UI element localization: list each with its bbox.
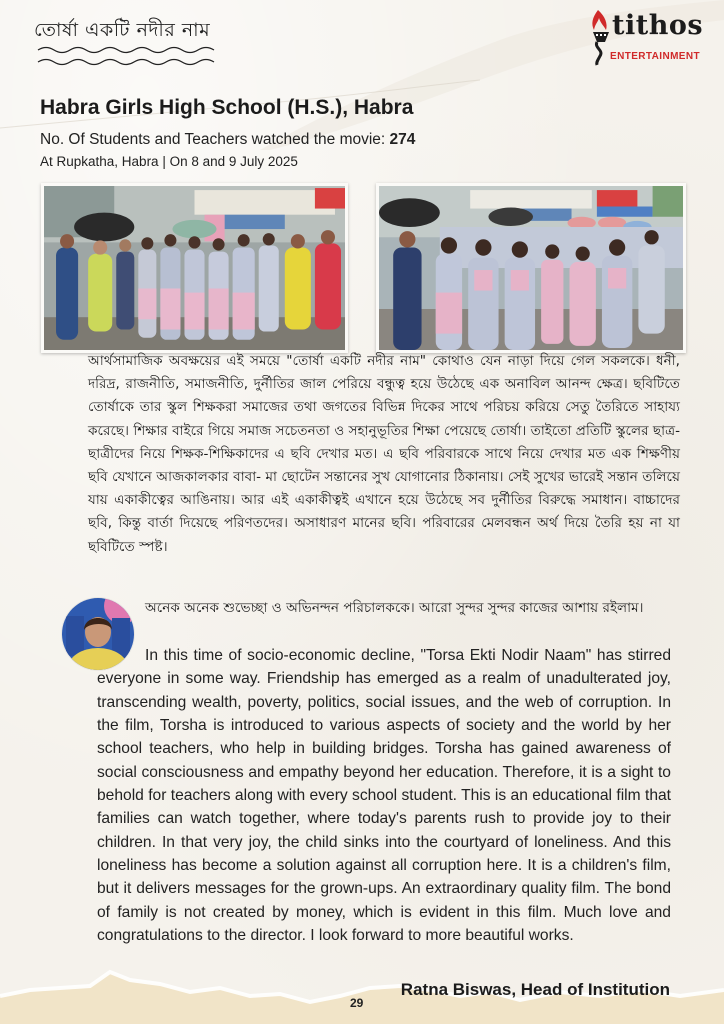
school-title: Habra Girls High School (H.S.), Habra — [40, 96, 414, 119]
venue-date-line: At Rupkatha, Habra | On 8 and 9 July 2025 — [40, 154, 298, 169]
page-number: 29 — [350, 996, 364, 1010]
students-count-label: No. Of Students and Teachers watched the movie: — [40, 131, 390, 148]
review-english-paragraph: In this time of socio-economic decline, "Torsa Ekti Nodir Naam" has stirred everyone in some way. Friendship has emerged as a realm of unadulterated joy, transcending wealth, poverty, politics, social issues, and the web of corruption. In the film, Torsha is introduced to various aspects of society and the world by her school teachers, who help in building bridges. Torsha has gained awareness of social consciousness and empathy beyond her education. Therefore, it is a sight to behold for teachers along with every school student. This is an educational film that families can watch together, where today's parents rush to provide joy to their children. In that very joy, the child sinks into the courtyard of loneliness. And this loneliness has become a solution against all corruption here. It is a children's film, but it delivers messages for the grown-ups. An extraordinary quality film. The bond of family is not created by money, which is evident in this film. Much love and congratulations to the director. I look forward to more beautiful works. — [97, 647, 671, 945]
review-bengali-paragraph: আর্থসামাজিক অবক্ষয়ের এই সময়ে "তোর্ষা একটি নদীর নাম" কোথাও যেন নাড়া দিয়ে গেল সকলকে। ধনী, দরিদ্র, রাজনীতি, সমাজনীতি, দুর্নীতির জাল পেরিয়ে বন্ধুত্ব হয়ে উঠেছে এক অনাবিল আনন্দ ক্ষেত্র। ছবিটিতে তোর্ষাকে তার স্কুল শিক্ষকরা সমাজের তথা জগতের বিভিন্ন দিকের সাথে পরিচয় করিয়ে সেতু তৈরিতে সাহায্য করেছে। শিক্ষার বাইরে গিয়ে সমাজ সচেতনতা ও সহানুভূতির শিক্ষা পেয়েছে তোর্ষা। তাইতো প্রতিটি স্কুলের ছাত্র-ছাত্রীদের নিয়ে শিক্ষক-শিক্ষিকাদের এ ছবি দেখার মত। এ ছবি পরিবারকে সাথে নিয়ে দেখার মত এক শিক্ষণীয় ছবি যেখানে আজকালকার বাবা- মা ছোটেন সন্তানের সুখ যোগানোর ঠিকানায়। সেই সুখের ভারেই সন্তান তলিয়ে যায় একাকীত্বের আঙিনায়। আর এই একাকীত্বই এখানে হয়ে উঠেছে সব দুর্নীতির বিরুদ্ধে সমাধান। বাচ্চাদের ছবি, কিন্তু বার্তা দিয়েছে পরিণতদের। অসাধারণ মানের ছবি। পরিবারের মেলবন্ধন অর্থ দিয়ে তৈরি হয় না যা ছবিটিতে স্পষ্ট। — [88, 353, 680, 555]
wavy-underline-decoration — [36, 44, 226, 74]
students-count-value: 274 — [389, 131, 416, 148]
tithos-entertainment-logo — [588, 8, 704, 64]
review-bengali-closing: অনেক অনেক শুভেচ্ছা ও অভিনন্দন পরিচালককে। আরো সুন্দর সুন্দর কাজের আশায় রইলাম। — [145, 600, 644, 616]
students-count-line — [40, 131, 415, 149]
movie-title-bengali: তোর্ষা একটি নদীর নাম — [34, 19, 211, 41]
author-signature: Ratna Biswas, Head of Institution — [400, 980, 670, 999]
group-photo-teachers-students — [41, 183, 348, 353]
logo-subtitle: ENTERTAINMENT — [610, 51, 701, 62]
group-photo-students-rain — [376, 183, 686, 353]
logo-wordmark: tithos — [612, 10, 704, 41]
